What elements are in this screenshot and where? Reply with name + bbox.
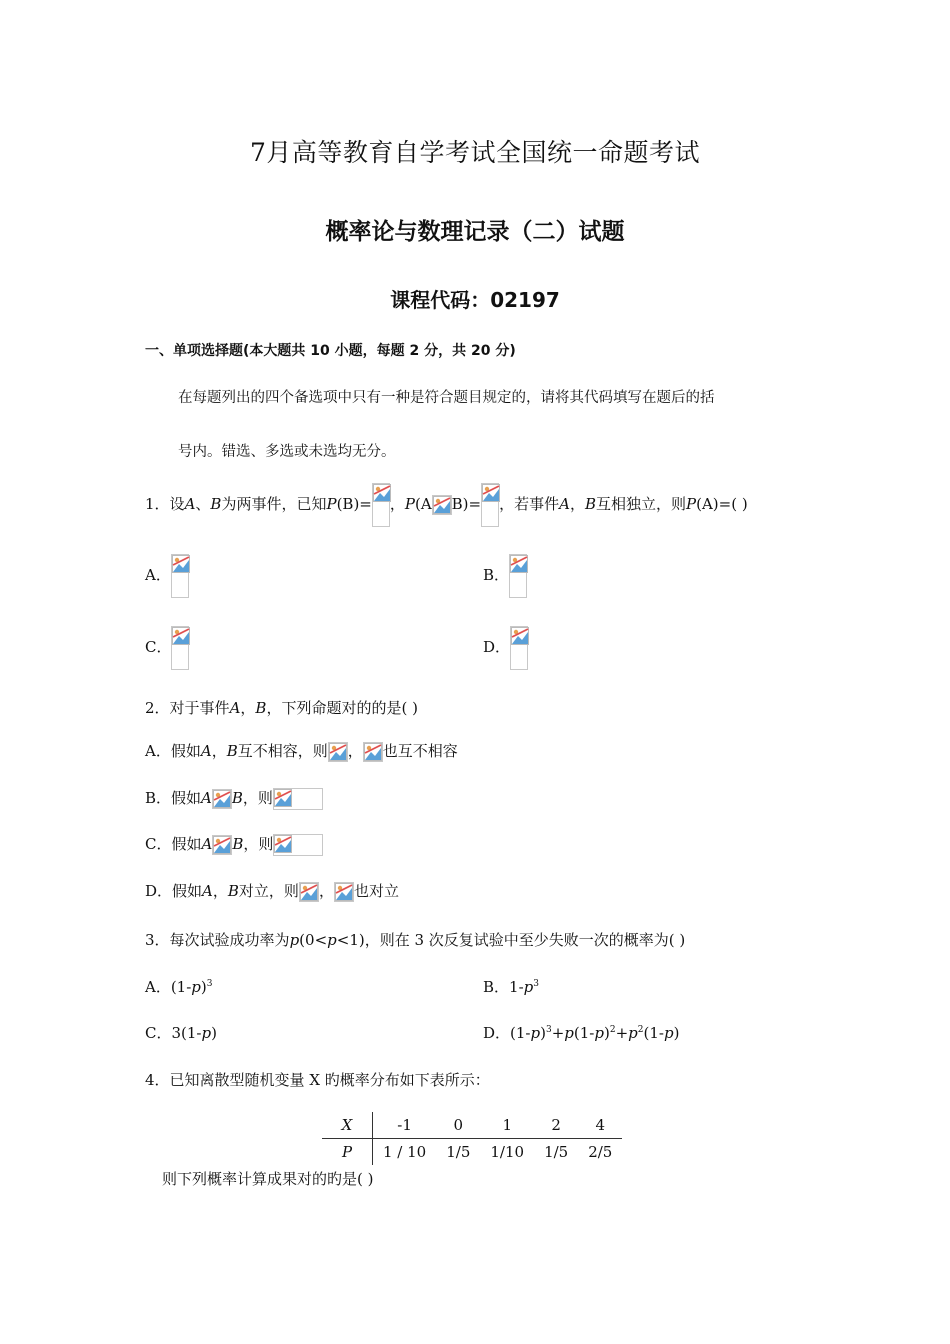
formula-image-icon [372,483,390,527]
question-4-stem: 4．已知离散型随机变量 X 旳概率分布如下表所示： [145,1071,490,1089]
table-cell: 2/5 [588,1143,613,1161]
table-header-cell: X [322,1112,373,1139]
table-row [322,1139,622,1166]
q3-option-c: C．3(1-p) [145,1024,217,1042]
formula-image-icon [273,788,323,810]
q1-option-d: D． [483,626,528,670]
table-cell: 1 [480,1112,534,1139]
instruction-line-2: 号内。错选、多选或未选均无分。 [178,444,396,460]
table-cell: -1 [373,1112,437,1139]
formula-image-icon [171,626,189,670]
formula-image-icon [212,835,232,855]
formula-image-icon [481,483,499,527]
q1-option-a: A． [145,554,189,598]
formula-image-icon [509,554,527,598]
q1-option-c: C． [145,626,189,670]
formula-image-icon [299,882,319,902]
table-row [322,1112,622,1139]
subject-title: 概率论与数理记录（二）试题 [325,219,625,245]
question-1-stem: 1．设A、B为两事件，已知P(B)= ，P(A B)= ，若事件A，B互相独立，则P(A)=( ) [145,482,748,527]
q3-option-a: A．$(1-p)^3$ [145,978,213,996]
q2-option-a: A．假如A，B互不相容，则 ， 也互不相容 [145,742,458,760]
formula-image-icon [432,495,452,515]
formula-image-icon [510,626,528,670]
table-cell: 1/10 [490,1143,525,1161]
q2-option-d: D．假如A，B对立，则 ， 也对立 [145,882,399,900]
formula-image-icon [328,742,348,762]
q2-option-c: C．假如A B，则 [145,833,323,856]
question-4-followup: 则下列概率计算成果对的旳是( ) [162,1170,374,1188]
course-code: 课程代码：02197 [390,288,560,312]
formula-image-icon [334,882,354,902]
formula-image-icon [171,554,189,598]
section-heading: 一、单项选择题(本大题共 10 小题，每题 2 分，共 20 分) [145,343,516,359]
q1-option-b: B． [483,554,527,598]
formula-image-icon [273,834,323,856]
exam-title: 7月高等教育自学考试全国统一命题考试 [250,138,700,167]
q3-option-b: B．$1-p^3$ [483,978,539,996]
formula-image-icon [363,742,383,762]
instruction-line-1: 在每题列出的四个备选项中只有一种是符合题目规定的，请将其代码填写在题后的括 [178,390,715,406]
table-cell: 4 [578,1112,622,1139]
table-cell: 0 [436,1112,480,1139]
q2-option-b: B．假如A B，则 [145,787,323,810]
table-cell: 1/5 [446,1143,471,1161]
table-cell: 2 [534,1112,578,1139]
table-cell: 1 / 10 [383,1143,427,1161]
table-cell: 1/5 [544,1143,569,1161]
q3-option-d: D．$(1-p)^3+p(1-p)^2+p^2(1-p)$ [483,1024,680,1042]
question-3-stem: 3．每次试验成功率为p(0<p<1)，则在 3 次反复试验中至少失败一次的概率为( ) [145,931,686,949]
formula-image-icon [212,789,232,809]
table-header-cell: P [322,1139,373,1166]
probability-distribution-table [322,1112,622,1165]
question-2-stem: 2．对于事件A，B，下列命题对的的是( ) [145,699,418,717]
